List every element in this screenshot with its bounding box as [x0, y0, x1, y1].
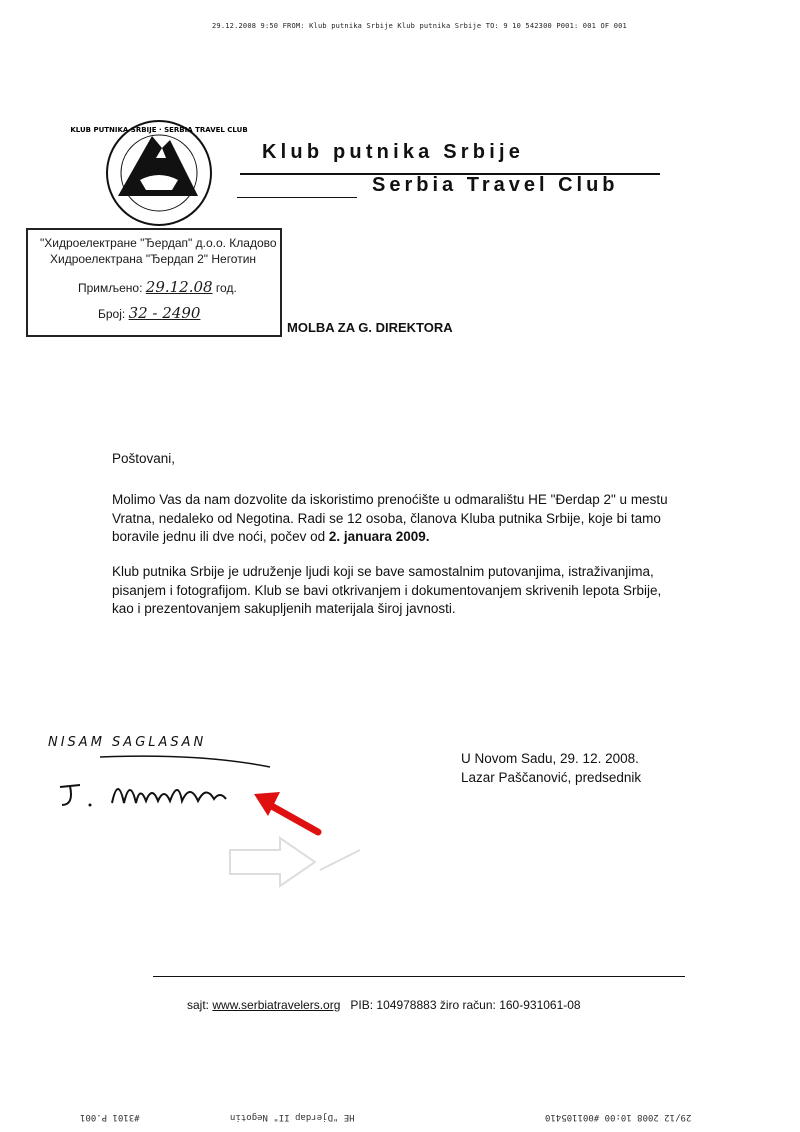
stamp-number	[98, 304, 200, 322]
footer-rule	[153, 976, 685, 977]
footer-account: žiro račun: 160-931061-08	[439, 998, 581, 1012]
fax-header: 29.12.2008 9:50 FROM: Klub putnika Srbije Klub putnika Srbije TO: 9 10 542300 P001: 001 OF 001	[212, 22, 627, 30]
footer-site-link[interactable]: www.serbiatravelers.org	[212, 998, 341, 1012]
stamp-received-suffix: год.	[215, 281, 237, 295]
letter-footer	[187, 998, 581, 1012]
registry-stamp	[26, 228, 282, 337]
handwritten-note: NISAM SAGLASAN	[48, 735, 207, 750]
paragraph-1-date: 2. januara 2009.	[328, 529, 430, 544]
stamp-number-value: 32 - 2490	[128, 304, 201, 322]
fax-footer-left: 29/12 2008 10:00 #001105410	[545, 1112, 692, 1122]
stamp-line1: "Хидроелектране "Ђердап" д.о.о. Кладово	[40, 236, 277, 250]
faint-arrow-icon	[220, 830, 370, 900]
letter-paragraph-1	[112, 491, 672, 547]
footer-site-label: sajt:	[187, 998, 210, 1012]
fax-footer-right: #3101 P.001	[80, 1112, 140, 1122]
letter-paragraph-2: Klub putnika Srbije je udruženje ljudi koji se bave samostalnim putovanjima, istraživanjima, pisanjem i fotografijom. Klub se bavi otkrivanjem i dokumentovanjem skrivenih lepota Srbije, kao i prezentovanjem sakupljenih materijala široj javnosti.	[112, 564, 662, 616]
letter-subject: MOLBA ZA G. DIREKTORA	[287, 320, 453, 335]
stamp-line2: Хидроелектрана "Ђердап 2" Неготин	[50, 252, 257, 266]
club-logo	[70, 118, 248, 228]
fax-footer-mid: HE "Djerdap II" Negotin	[230, 1112, 355, 1122]
stamp-received	[78, 278, 237, 296]
letterhead-rule-short	[237, 197, 357, 198]
stamp-number-label: Број:	[98, 307, 126, 321]
letter-greeting: Poštovani,	[112, 451, 176, 466]
logo-text: KLUB PUTNIKA SRBIJE · SERBIA TRAVEL CLUB	[70, 126, 248, 134]
club-name-sr: Klub putnika Srbije	[262, 141, 525, 163]
stamp-received-label: Примљено:	[78, 281, 143, 295]
handwritten-signature	[40, 755, 280, 835]
paragraph-1-text: Molimo Vas da nam dozvolite da iskoristimo prenoćište u odmaralištu HE "Đerdap 2" u mestu Vratna, nedaleko od Negotina. Radi se 12 osoba, članova Kluba putnika Srbije, koje bi tamo boravile jednu ili dve noći, počev od	[112, 492, 668, 544]
signature-text: J. Mustur	[40, 833, 45, 834]
club-name-en: Serbia Travel Club	[372, 174, 619, 196]
footer-pib: PIB: 104978883	[350, 998, 437, 1012]
signature-block	[461, 750, 641, 787]
place-date: U Novom Sadu, 29. 12. 2008.	[461, 751, 639, 766]
signatory: Lazar Paščanović, predsednik	[461, 769, 642, 785]
stamp-received-value: 29.12.08	[145, 278, 213, 296]
